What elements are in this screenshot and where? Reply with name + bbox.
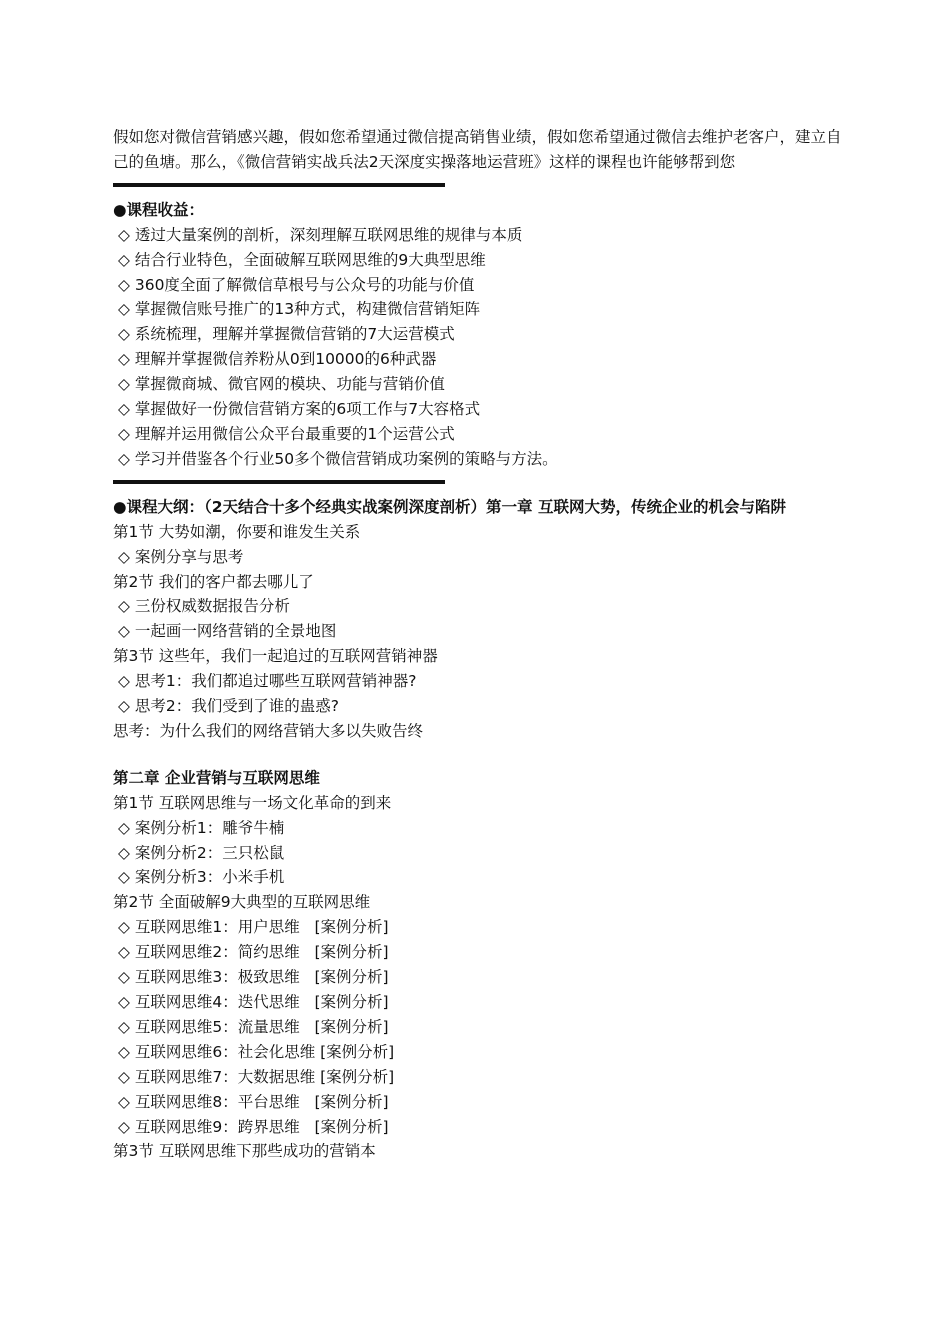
section-title: 思考：为什么我们的网络营销大多以失败告终 [113, 721, 424, 740]
benefits-heading: ●课程收益： [113, 200, 205, 219]
benefit-item: ◇ 学习并借鉴各个行业50多个微信营销成功案例的策略与方法。 [118, 449, 558, 468]
benefit-item: ◇ 掌握微商城、微官网的模块、功能与营销价值 [118, 375, 445, 394]
spacer [113, 744, 843, 766]
section-title: 第3节 这些年，我们一起追过的互联网营销神器 [113, 647, 438, 666]
outline-item: ◇ 互联网思维9：跨界思维 [案例分析] [118, 1117, 389, 1136]
outline-heading: ●课程大纲：（2天结合十多个经典实战案例深度剖析）第一章 互联网大势，传统企业的机会与陷阱 [113, 497, 786, 516]
chapter-2-heading: 第二章 企业营销与互联网思维 [113, 768, 320, 787]
section-title: 第1节 互联网思维与一场文化革命的到来 [113, 793, 392, 812]
outline-item: ◇ 互联网思维1：用户思维 [案例分析] [118, 918, 389, 937]
benefit-item: ◇ 结合行业特色，全面破解互联网思维的9大典型思维 [118, 250, 486, 269]
outline-item: ◇ 案例分析3：小米手机 [118, 868, 285, 887]
benefits-list [113, 223, 843, 472]
chapter-1-list [113, 520, 843, 744]
chapter-2-list [113, 791, 843, 1165]
outline-item: ◇ 思考1：我们都追过哪些互联网营销神器? [118, 672, 417, 691]
document-page [113, 125, 843, 1164]
benefit-item: ◇ 掌握微信账号推广的13种方式，构建微信营销矩阵 [118, 300, 481, 319]
outline-item: ◇ 三份权威数据报告分析 [118, 597, 290, 616]
outline-item: ◇ 案例分析2：三只松鼠 [118, 843, 285, 862]
divider-line [113, 480, 445, 484]
benefit-item: ◇ 透过大量案例的剖析，深刻理解互联网思维的规律与本质 [118, 225, 523, 244]
outline-item: ◇ 互联网思维6：社会化思维 [案例分析] [118, 1042, 395, 1061]
outline-item: ◇ 互联网思维8：平台思维 [案例分析] [118, 1092, 389, 1111]
divider-line [113, 183, 445, 187]
outline-item: ◇ 互联网思维3：极致思维 [案例分析] [118, 968, 389, 987]
outline-item: ◇ 一起画一网络营销的全景地图 [118, 622, 337, 641]
outline-item: ◇ 互联网思维7：大数据思维 [案例分析] [118, 1067, 395, 1086]
section-title: 第3节 互联网思维下那些成功的营销本 [113, 1142, 376, 1161]
outline-item: ◇ 互联网思维5：流量思维 [案例分析] [118, 1017, 389, 1036]
intro-paragraph: 假如您对微信营销感兴趣，假如您希望通过微信提高销售业绩，假如您希望通过微信去维护老客户，建立自己的鱼塘。那么，《微信营销实战兵法2天深度实操落地运营班》这样的课程也许能够帮到您 [113, 128, 842, 171]
benefit-item: ◇ 掌握做好一份微信营销方案的6项工作与7大容格式 [118, 400, 481, 419]
outline-item: ◇ 互联网思维2：简约思维 [案例分析] [118, 943, 389, 962]
outline-item: ◇ 案例分析1：雕爷牛楠 [118, 818, 285, 837]
section-title: 第2节 全面破解9大典型的互联网思维 [113, 893, 371, 912]
section-title: 第1节 大势如潮，你要和谁发生关系 [113, 522, 361, 541]
outline-item: ◇ 案例分享与思考 [118, 547, 244, 566]
outline-item: ◇ 互联网思维4：迭代思维 [案例分析] [118, 993, 389, 1011]
benefit-item: ◇ 系统梳理，理解并掌握微信营销的7大运营模式 [118, 325, 455, 344]
outline-item: ◇ 思考2：我们受到了谁的蛊惑? [118, 697, 339, 716]
benefit-item: ◇ 360度全面了解微信草根号与公众号的功能与价值 [118, 275, 475, 294]
section-title: 第2节 我们的客户都去哪儿了 [113, 572, 314, 591]
benefit-item: ◇ 理解并运用微信公众平台最重要的1个运营公式 [118, 424, 455, 443]
benefit-item: ◇ 理解并掌握微信养粉从0到10000的6种武器 [118, 350, 437, 369]
